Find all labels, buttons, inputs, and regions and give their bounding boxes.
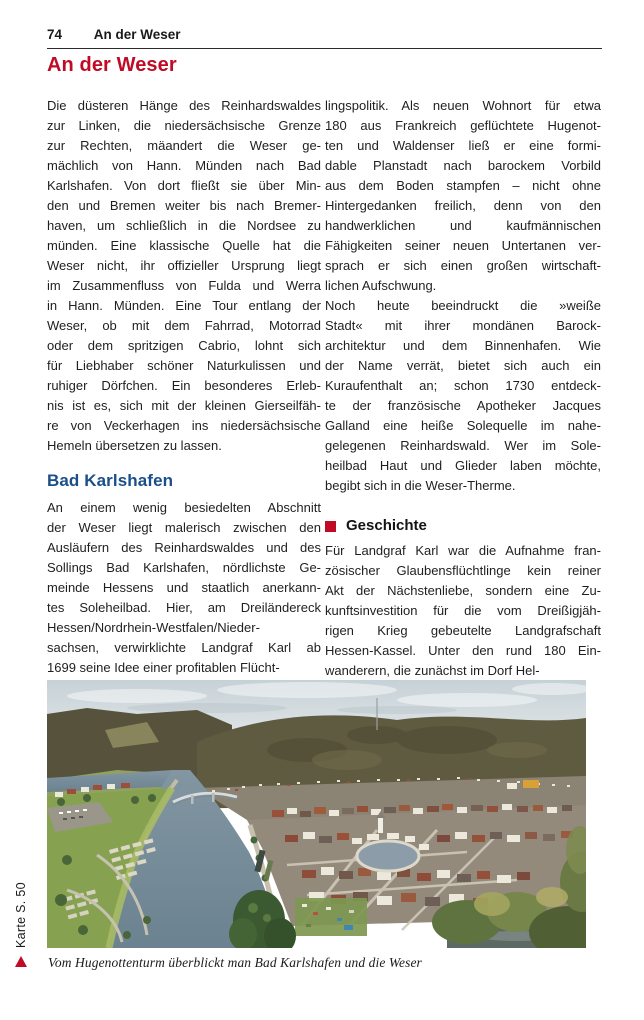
text-line: Weser nicht, ihr offizieller Ursprung liegt bbox=[47, 258, 321, 273]
text-line: Für Landgraf Karl war die Aufnahme fran- bbox=[325, 543, 601, 558]
text-line: oder dem spritzigen Cabrio, lohnt sich bbox=[47, 338, 321, 353]
text-line: An einem wenig besiedelten Abschnitt bbox=[47, 500, 321, 515]
paragraph bbox=[47, 96, 321, 456]
text-line: ruhiger Dörfchen. Ein besonderes Erleb- bbox=[47, 378, 321, 393]
text-line: für Liebhaber schöner Naturkulissen und bbox=[47, 358, 321, 373]
text-line: haven, um schließlich in die Nordsee zu bbox=[47, 218, 321, 233]
text-line: begibt sich in die Weser-Therme. bbox=[325, 478, 516, 493]
text-line: Hessen-Kassel. Unter den rund 180 Ein- bbox=[325, 643, 601, 658]
text-line: Hemeln übersetzen zu lassen. bbox=[47, 438, 222, 453]
text-line: mächlich von Hann. Münden nach Bad bbox=[47, 158, 321, 173]
paragraph bbox=[325, 96, 601, 296]
text-line: im Zusammenfluss von Fulda und Werra bbox=[47, 278, 321, 293]
subsection-heading-geschichte bbox=[325, 517, 601, 535]
paragraph bbox=[325, 541, 601, 681]
text-line: te der französische Apotheker Jacques bbox=[325, 398, 601, 413]
text-line: Fähigkeiten seiner neuen Untertanen ver- bbox=[325, 238, 601, 253]
text-line: sprach er sich einen großen wirtschaft- bbox=[325, 258, 601, 273]
text-line: der Name verrät, bietet sich auch ein bbox=[325, 358, 601, 373]
aerial-photo-bad-karlshafen bbox=[47, 680, 586, 948]
text-line: dable Planstadt nach barockem Vorbild bbox=[325, 158, 601, 173]
text-line: Stadt« mit ihrer mondänen Barock- bbox=[325, 318, 601, 333]
margin-map-ref bbox=[9, 872, 37, 982]
paragraph bbox=[325, 296, 601, 496]
text-line: Karlshafen. Von dort fließt sie über Min- bbox=[47, 178, 321, 193]
text-line: zösischer Glaubensflüchtlinge kein reiner bbox=[325, 563, 601, 578]
subsection-heading-label: Geschichte bbox=[346, 517, 427, 534]
text-line: nis ist es, sich mit der kleinen Gierseilfäh- bbox=[47, 398, 321, 413]
text-line: der Weser liegt malerisch zwischen den bbox=[47, 520, 321, 535]
allotment-gardens bbox=[295, 898, 367, 936]
left-column bbox=[47, 96, 321, 678]
text-line: sachsen, verwirklichte Landgraf Karl ab bbox=[47, 640, 321, 655]
text-line: Sollings Bad Karlshafen, nördlichste Ge- bbox=[47, 560, 321, 575]
text-line: lingspolitik. Als neuen Wohnort für etwa bbox=[325, 98, 601, 113]
aerial-photo-illustration bbox=[47, 680, 586, 948]
text-line: rigen Krieg gebeutelte Landgrafschaft bbox=[325, 623, 601, 638]
text-line: Akt der Nächstenliebe, sondern eine Zu- bbox=[325, 583, 601, 598]
page-title: An der Weser bbox=[47, 54, 177, 76]
text-line: gelegenen Reinhardswald. Wer im Sole- bbox=[325, 438, 601, 453]
text-line: 180 aus Frankreich geflüchtete Hugenot- bbox=[325, 118, 601, 133]
text-line: Hintergedanken freilich, denn von den bbox=[325, 198, 601, 213]
page-number: 74 bbox=[47, 27, 63, 42]
text-line: ten und Waldenser ließ er eine formi- bbox=[325, 138, 601, 153]
section-bullet-icon bbox=[325, 521, 336, 532]
text-line: kunftsinvestition für die vom Dreißigjäh- bbox=[325, 603, 601, 618]
text-line: 1699 seine Idee einer profitablen Flücht- bbox=[47, 660, 280, 675]
text-line: münden. Eine klassische Quelle hat die bbox=[47, 238, 321, 253]
section-heading-bad-karlshafen: Bad Karlshafen bbox=[47, 471, 174, 490]
text-line: zur Linken, die niedersächsische Grenze bbox=[47, 118, 321, 133]
text-line: Noch heute beeindruckt die »weiße bbox=[325, 298, 601, 313]
map-marker-triangle-icon bbox=[15, 956, 27, 967]
text-line: zur Rechten, mäandert die Weser ge- bbox=[47, 138, 321, 153]
text-line: Galland eine heiße Solequelle im nahe- bbox=[325, 418, 601, 433]
text-line: wanderern, die zunächst im Dorf Hel- bbox=[325, 663, 540, 678]
text-line: tes Soleheilbad. Hier, am Dreiländereck bbox=[47, 600, 321, 615]
text-line: architektur und dem Binnenhafen. Wie bbox=[325, 338, 601, 353]
text-line: heilbad Haut und Glieder laben möchte, bbox=[325, 458, 601, 473]
text-line: in Hann. Münden. Eine Tour entlang der bbox=[47, 298, 321, 313]
paragraph bbox=[47, 498, 321, 678]
text-line: Ausläufern des Reinhardswaldes und des bbox=[47, 540, 321, 555]
text-line: Hessen/Nordrhein-Westfalen/Nieder- bbox=[47, 620, 260, 635]
running-head bbox=[47, 27, 602, 49]
photo-caption: Vom Hugenottenturm überblickt man Bad Karlshafen und die Weser bbox=[48, 955, 422, 970]
text-line: den und Bremen weiter bis nach Bremer- bbox=[47, 198, 321, 213]
text-line: re von Veckerhagen ins niedersächsische bbox=[47, 418, 321, 433]
text-line: Die düsteren Hänge des Reinhardswaldes bbox=[47, 98, 321, 113]
yellow-building bbox=[523, 780, 539, 788]
text-line: Weser, ob mit dem Fahrrad, Motorrad bbox=[47, 318, 321, 333]
text-line: aus dem Boden stampfen – nicht ohne bbox=[325, 178, 601, 193]
margin-map-ref-label: Karte S. 50 bbox=[14, 882, 28, 948]
text-line: lichen Aufschwung. bbox=[325, 278, 437, 293]
text-line: Kuraufenthalt an; schon 1730 entdeck- bbox=[325, 378, 601, 393]
text-line: meinde Hessens und staatlich anerkann- bbox=[47, 580, 321, 595]
text-line: handwerklichen und kaufmännischen bbox=[325, 218, 601, 233]
right-column bbox=[325, 96, 601, 681]
running-head-title: An der Weser bbox=[93, 27, 181, 42]
